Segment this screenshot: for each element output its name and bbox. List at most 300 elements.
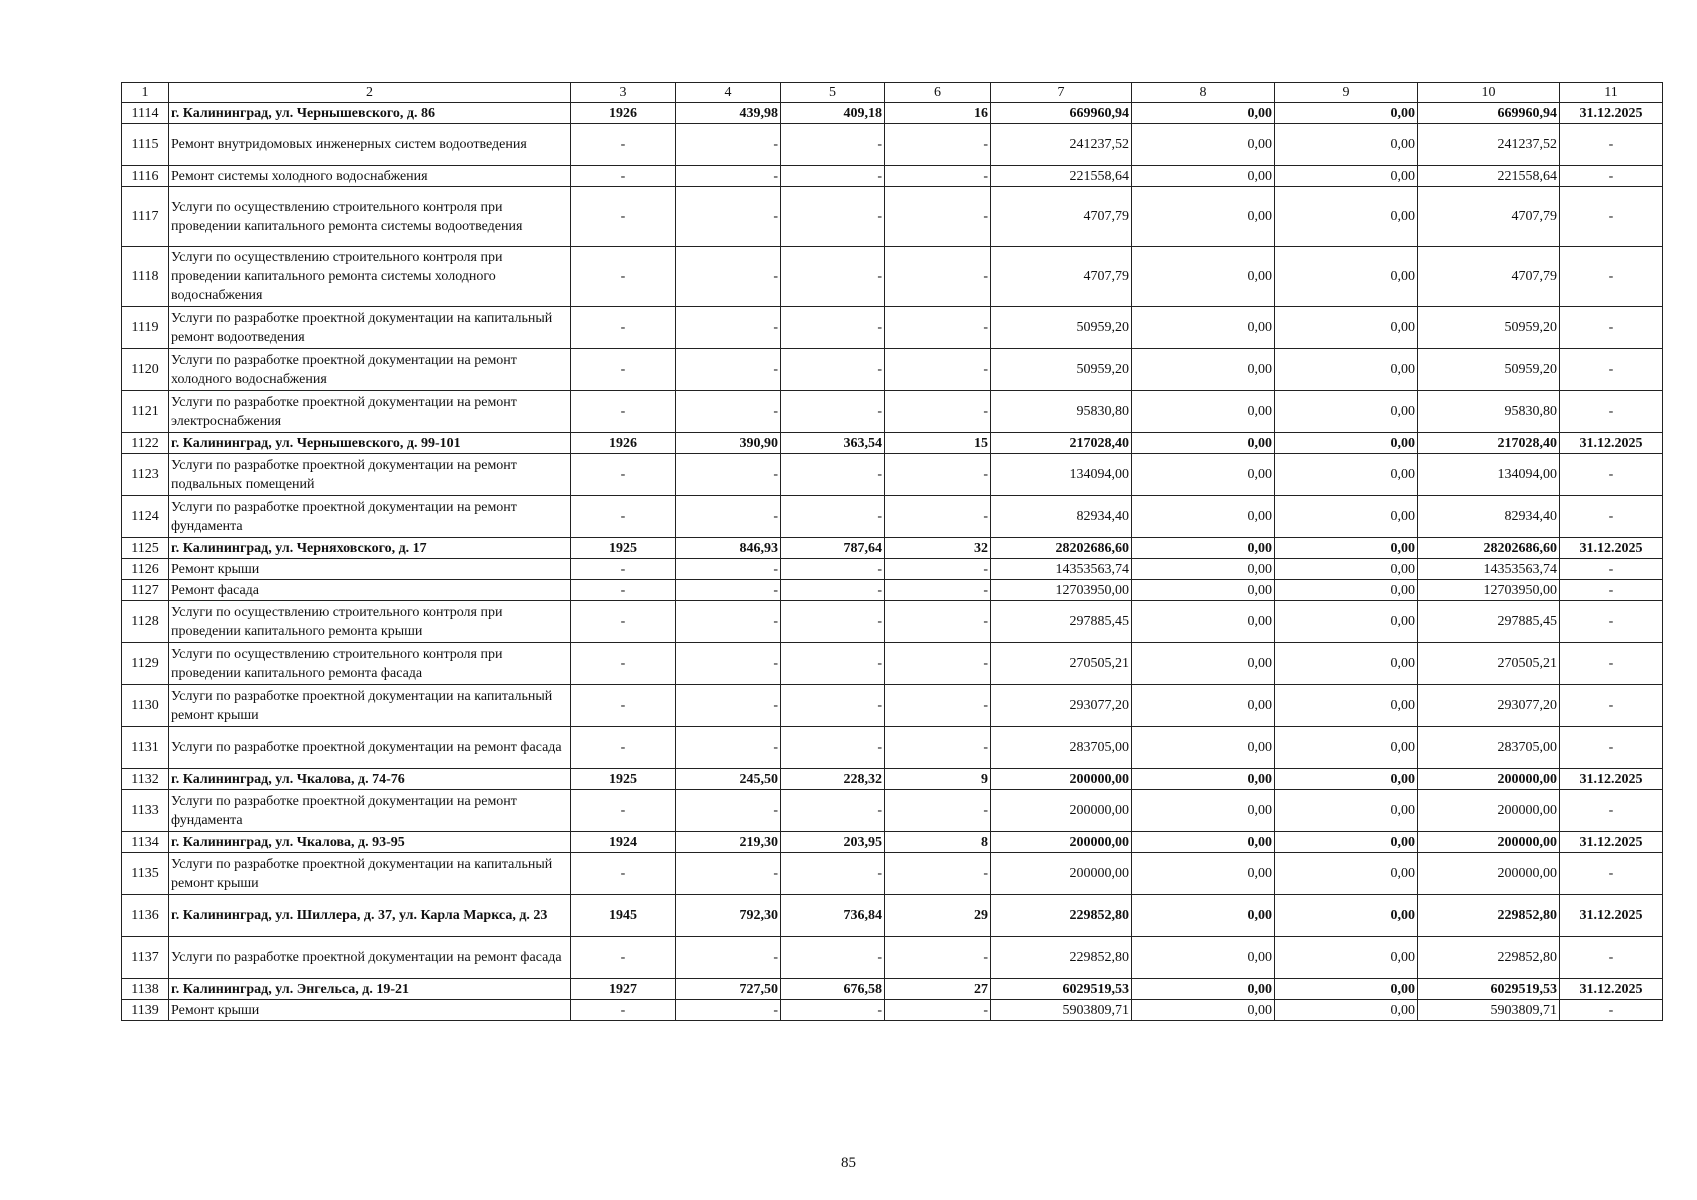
area-total-cell: - xyxy=(676,559,781,580)
area-total-cell: 792,30 xyxy=(676,895,781,937)
area-total-cell: - xyxy=(676,166,781,187)
year-cell: - xyxy=(571,727,676,769)
table-row xyxy=(122,832,1663,853)
cost-total-cell: 4707,79 xyxy=(991,187,1132,247)
cost-col10-cell: 4707,79 xyxy=(1418,187,1560,247)
year-cell: - xyxy=(571,853,676,895)
cost-col8-cell: 0,00 xyxy=(1132,979,1275,1000)
residents-cell: - xyxy=(885,391,991,433)
cost-col10-cell: 297885,45 xyxy=(1418,601,1560,643)
table-row xyxy=(122,643,1663,685)
year-cell: - xyxy=(571,496,676,538)
row-number: 1135 xyxy=(122,853,169,895)
cost-col10-cell: 229852,80 xyxy=(1418,895,1560,937)
cost-col9-cell: 0,00 xyxy=(1275,1000,1418,1021)
residents-cell: - xyxy=(885,166,991,187)
deadline-cell: - xyxy=(1560,349,1663,391)
cost-col8-cell: 0,00 xyxy=(1132,187,1275,247)
cost-total-cell: 241237,52 xyxy=(991,124,1132,166)
table-body xyxy=(122,103,1663,1021)
row-number: 1132 xyxy=(122,769,169,790)
description-cell: Ремонт внутридомовых инженерных систем водоотведения xyxy=(169,124,571,166)
cost-col9-cell: 0,00 xyxy=(1275,166,1418,187)
cost-col9-cell: 0,00 xyxy=(1275,769,1418,790)
description-cell: Ремонт системы холодного водоснабжения xyxy=(169,166,571,187)
residents-cell: - xyxy=(885,790,991,832)
table-row xyxy=(122,166,1663,187)
cost-col9-cell: 0,00 xyxy=(1275,643,1418,685)
row-number: 1118 xyxy=(122,247,169,307)
year-cell: - xyxy=(571,580,676,601)
cost-col9-cell: 0,00 xyxy=(1275,601,1418,643)
cost-col9-cell: 0,00 xyxy=(1275,307,1418,349)
cost-col8-cell: 0,00 xyxy=(1132,538,1275,559)
residents-cell: - xyxy=(885,853,991,895)
cost-col9-cell: 0,00 xyxy=(1275,580,1418,601)
deadline-cell: - xyxy=(1560,643,1663,685)
row-number: 1114 xyxy=(122,103,169,124)
cost-total-cell: 669960,94 xyxy=(991,103,1132,124)
deadline-cell: 31.12.2025 xyxy=(1560,103,1663,124)
cost-col10-cell: 134094,00 xyxy=(1418,454,1560,496)
year-cell: 1925 xyxy=(571,769,676,790)
cost-col8-cell: 0,00 xyxy=(1132,685,1275,727)
description-cell: г. Калининград, ул. Черняховского, д. 17 xyxy=(169,538,571,559)
area-total-cell: - xyxy=(676,247,781,307)
row-number: 1120 xyxy=(122,349,169,391)
cost-total-cell: 293077,20 xyxy=(991,685,1132,727)
year-cell: - xyxy=(571,937,676,979)
row-number: 1116 xyxy=(122,166,169,187)
cost-col10-cell: 82934,40 xyxy=(1418,496,1560,538)
area-total-cell: - xyxy=(676,937,781,979)
cost-total-cell: 200000,00 xyxy=(991,790,1132,832)
residents-cell: 32 xyxy=(885,538,991,559)
area-total-cell: 846,93 xyxy=(676,538,781,559)
year-cell: - xyxy=(571,166,676,187)
cost-col9-cell: 0,00 xyxy=(1275,433,1418,454)
deadline-cell: - xyxy=(1560,307,1663,349)
description-cell: г. Калининград, ул. Чернышевского, д. 86 xyxy=(169,103,571,124)
table-row xyxy=(122,454,1663,496)
area-living-cell: - xyxy=(781,247,885,307)
description-cell: Ремонт крыши xyxy=(169,559,571,580)
description-cell: г. Калининград, ул. Чернышевского, д. 99-101 xyxy=(169,433,571,454)
table-row xyxy=(122,895,1663,937)
cost-col10-cell: 669960,94 xyxy=(1418,103,1560,124)
deadline-cell: - xyxy=(1560,601,1663,643)
residents-cell: - xyxy=(885,727,991,769)
row-number: 1119 xyxy=(122,307,169,349)
cost-col9-cell: 0,00 xyxy=(1275,103,1418,124)
residents-cell: - xyxy=(885,1000,991,1021)
table-row xyxy=(122,790,1663,832)
data-table xyxy=(121,82,1663,1021)
deadline-cell: 31.12.2025 xyxy=(1560,769,1663,790)
area-living-cell: - xyxy=(781,496,885,538)
area-living-cell: - xyxy=(781,643,885,685)
cost-total-cell: 200000,00 xyxy=(991,832,1132,853)
year-cell: - xyxy=(571,1000,676,1021)
table-row xyxy=(122,538,1663,559)
deadline-cell: 31.12.2025 xyxy=(1560,832,1663,853)
area-living-cell: - xyxy=(781,187,885,247)
cost-total-cell: 50959,20 xyxy=(991,349,1132,391)
column-header: 3 xyxy=(571,83,676,103)
row-number: 1122 xyxy=(122,433,169,454)
cost-col8-cell: 0,00 xyxy=(1132,937,1275,979)
row-number: 1138 xyxy=(122,979,169,1000)
area-total-cell: - xyxy=(676,790,781,832)
cost-col9-cell: 0,00 xyxy=(1275,247,1418,307)
table-row xyxy=(122,685,1663,727)
area-living-cell: - xyxy=(781,454,885,496)
cost-col10-cell: 221558,64 xyxy=(1418,166,1560,187)
area-total-cell: 245,50 xyxy=(676,769,781,790)
year-cell: 1927 xyxy=(571,979,676,1000)
description-cell: Услуги по осуществлению строительного контроля при проведении капитального ремонта системы холодного водоснабжения xyxy=(169,247,571,307)
cost-col10-cell: 28202686,60 xyxy=(1418,538,1560,559)
deadline-cell: - xyxy=(1560,937,1663,979)
cost-col8-cell: 0,00 xyxy=(1132,895,1275,937)
cost-col10-cell: 293077,20 xyxy=(1418,685,1560,727)
year-cell: - xyxy=(571,349,676,391)
cost-col9-cell: 0,00 xyxy=(1275,937,1418,979)
cost-col8-cell: 0,00 xyxy=(1132,580,1275,601)
deadline-cell: - xyxy=(1560,187,1663,247)
row-number: 1124 xyxy=(122,496,169,538)
column-header: 9 xyxy=(1275,83,1418,103)
area-living-cell: - xyxy=(781,685,885,727)
area-total-cell: - xyxy=(676,187,781,247)
residents-cell: - xyxy=(885,247,991,307)
deadline-cell: 31.12.2025 xyxy=(1560,538,1663,559)
cost-col10-cell: 217028,40 xyxy=(1418,433,1560,454)
area-total-cell: - xyxy=(676,580,781,601)
residents-cell: - xyxy=(885,124,991,166)
residents-cell: - xyxy=(885,937,991,979)
column-header: 11 xyxy=(1560,83,1663,103)
deadline-cell: - xyxy=(1560,790,1663,832)
cost-col10-cell: 229852,80 xyxy=(1418,937,1560,979)
area-total-cell: - xyxy=(676,601,781,643)
year-cell: - xyxy=(571,247,676,307)
cost-col8-cell: 0,00 xyxy=(1132,832,1275,853)
table-row xyxy=(122,496,1663,538)
year-cell: 1924 xyxy=(571,832,676,853)
residents-cell: 27 xyxy=(885,979,991,1000)
cost-total-cell: 283705,00 xyxy=(991,727,1132,769)
description-cell: Услуги по разработке проектной документации на капитальный ремонт крыши xyxy=(169,685,571,727)
area-total-cell: - xyxy=(676,391,781,433)
description-cell: г. Калининград, ул. Чкалова, д. 93-95 xyxy=(169,832,571,853)
deadline-cell: - xyxy=(1560,1000,1663,1021)
table-row xyxy=(122,103,1663,124)
cost-col9-cell: 0,00 xyxy=(1275,559,1418,580)
cost-col9-cell: 0,00 xyxy=(1275,349,1418,391)
cost-total-cell: 82934,40 xyxy=(991,496,1132,538)
cost-total-cell: 50959,20 xyxy=(991,307,1132,349)
row-number: 1127 xyxy=(122,580,169,601)
description-cell: Услуги по разработке проектной документации на ремонт электроснабжения xyxy=(169,391,571,433)
cost-col8-cell: 0,00 xyxy=(1132,601,1275,643)
description-cell: Ремонт крыши xyxy=(169,1000,571,1021)
area-living-cell: 228,32 xyxy=(781,769,885,790)
deadline-cell: 31.12.2025 xyxy=(1560,979,1663,1000)
year-cell: 1945 xyxy=(571,895,676,937)
year-cell: - xyxy=(571,559,676,580)
table-row xyxy=(122,307,1663,349)
cost-col10-cell: 50959,20 xyxy=(1418,307,1560,349)
cost-total-cell: 14353563,74 xyxy=(991,559,1132,580)
cost-col10-cell: 200000,00 xyxy=(1418,790,1560,832)
row-number: 1134 xyxy=(122,832,169,853)
area-living-cell: - xyxy=(781,391,885,433)
cost-col9-cell: 0,00 xyxy=(1275,496,1418,538)
area-living-cell: - xyxy=(781,559,885,580)
row-number: 1125 xyxy=(122,538,169,559)
cost-total-cell: 5903809,71 xyxy=(991,1000,1132,1021)
column-header: 2 xyxy=(169,83,571,103)
area-living-cell: - xyxy=(781,790,885,832)
row-number: 1133 xyxy=(122,790,169,832)
cost-col9-cell: 0,00 xyxy=(1275,790,1418,832)
cost-col8-cell: 0,00 xyxy=(1132,247,1275,307)
deadline-cell: - xyxy=(1560,496,1663,538)
residents-cell: - xyxy=(885,349,991,391)
table-row xyxy=(122,853,1663,895)
cost-col10-cell: 6029519,53 xyxy=(1418,979,1560,1000)
description-cell: Ремонт фасада xyxy=(169,580,571,601)
cost-col9-cell: 0,00 xyxy=(1275,853,1418,895)
area-living-cell: - xyxy=(781,727,885,769)
cost-col10-cell: 283705,00 xyxy=(1418,727,1560,769)
cost-total-cell: 217028,40 xyxy=(991,433,1132,454)
area-total-cell: - xyxy=(676,853,781,895)
cost-total-cell: 200000,00 xyxy=(991,769,1132,790)
column-header: 6 xyxy=(885,83,991,103)
row-number: 1136 xyxy=(122,895,169,937)
area-living-cell: 676,58 xyxy=(781,979,885,1000)
cost-col10-cell: 5903809,71 xyxy=(1418,1000,1560,1021)
cost-col8-cell: 0,00 xyxy=(1132,124,1275,166)
cost-col8-cell: 0,00 xyxy=(1132,454,1275,496)
cost-col8-cell: 0,00 xyxy=(1132,307,1275,349)
area-living-cell: - xyxy=(781,853,885,895)
description-cell: Услуги по разработке проектной документации на капитальный ремонт крыши xyxy=(169,853,571,895)
year-cell: - xyxy=(571,307,676,349)
residents-cell: - xyxy=(885,580,991,601)
description-cell: г. Калининград, ул. Чкалова, д. 74-76 xyxy=(169,769,571,790)
cost-col8-cell: 0,00 xyxy=(1132,559,1275,580)
cost-total-cell: 12703950,00 xyxy=(991,580,1132,601)
deadline-cell: - xyxy=(1560,454,1663,496)
area-total-cell: 219,30 xyxy=(676,832,781,853)
description-cell: г. Калининград, ул. Энгельса, д. 19-21 xyxy=(169,979,571,1000)
cost-total-cell: 95830,80 xyxy=(991,391,1132,433)
deadline-cell: - xyxy=(1560,391,1663,433)
area-living-cell: 409,18 xyxy=(781,103,885,124)
table-row xyxy=(122,601,1663,643)
cost-col9-cell: 0,00 xyxy=(1275,124,1418,166)
cost-total-cell: 229852,80 xyxy=(991,895,1132,937)
deadline-cell: - xyxy=(1560,559,1663,580)
cost-col8-cell: 0,00 xyxy=(1132,643,1275,685)
year-cell: - xyxy=(571,685,676,727)
year-cell: 1925 xyxy=(571,538,676,559)
cost-col8-cell: 0,00 xyxy=(1132,349,1275,391)
cost-col9-cell: 0,00 xyxy=(1275,832,1418,853)
deadline-cell: 31.12.2025 xyxy=(1560,895,1663,937)
year-cell: - xyxy=(571,601,676,643)
description-cell: Услуги по разработке проектной документации на ремонт подвальных помещений xyxy=(169,454,571,496)
row-number: 1137 xyxy=(122,937,169,979)
description-cell: Услуги по разработке проектной документации на ремонт фасада xyxy=(169,937,571,979)
deadline-cell: 31.12.2025 xyxy=(1560,433,1663,454)
column-header: 8 xyxy=(1132,83,1275,103)
cost-col10-cell: 241237,52 xyxy=(1418,124,1560,166)
cost-col9-cell: 0,00 xyxy=(1275,454,1418,496)
area-living-cell: - xyxy=(781,349,885,391)
row-number: 1139 xyxy=(122,1000,169,1021)
cost-total-cell: 134094,00 xyxy=(991,454,1132,496)
table-row xyxy=(122,580,1663,601)
table-row xyxy=(122,559,1663,580)
residents-cell: - xyxy=(885,454,991,496)
area-total-cell: - xyxy=(676,307,781,349)
row-number: 1128 xyxy=(122,601,169,643)
area-living-cell: - xyxy=(781,307,885,349)
description-cell: Услуги по осуществлению строительного контроля при проведении капитального ремонта фасада xyxy=(169,643,571,685)
column-header: 1 xyxy=(122,83,169,103)
row-number: 1121 xyxy=(122,391,169,433)
residents-cell: 16 xyxy=(885,103,991,124)
column-header: 4 xyxy=(676,83,781,103)
table-row xyxy=(122,979,1663,1000)
area-living-cell: - xyxy=(781,166,885,187)
cost-col8-cell: 0,00 xyxy=(1132,790,1275,832)
cost-col8-cell: 0,00 xyxy=(1132,769,1275,790)
cost-col10-cell: 95830,80 xyxy=(1418,391,1560,433)
deadline-cell: - xyxy=(1560,727,1663,769)
residents-cell: - xyxy=(885,643,991,685)
area-total-cell: 727,50 xyxy=(676,979,781,1000)
year-cell: - xyxy=(571,124,676,166)
table-row xyxy=(122,727,1663,769)
header-row xyxy=(122,83,1663,103)
area-living-cell: - xyxy=(781,937,885,979)
cost-col8-cell: 0,00 xyxy=(1132,496,1275,538)
row-number: 1123 xyxy=(122,454,169,496)
area-total-cell: 390,90 xyxy=(676,433,781,454)
year-cell: - xyxy=(571,187,676,247)
column-header: 7 xyxy=(991,83,1132,103)
cost-total-cell: 270505,21 xyxy=(991,643,1132,685)
residents-cell: - xyxy=(885,307,991,349)
cost-col10-cell: 270505,21 xyxy=(1418,643,1560,685)
table-row xyxy=(122,349,1663,391)
cost-col10-cell: 200000,00 xyxy=(1418,853,1560,895)
year-cell: - xyxy=(571,643,676,685)
residents-cell: 29 xyxy=(885,895,991,937)
cost-col9-cell: 0,00 xyxy=(1275,685,1418,727)
row-number: 1126 xyxy=(122,559,169,580)
deadline-cell: - xyxy=(1560,247,1663,307)
table-row xyxy=(122,187,1663,247)
area-living-cell: 736,84 xyxy=(781,895,885,937)
table-row xyxy=(122,769,1663,790)
cost-col8-cell: 0,00 xyxy=(1132,727,1275,769)
cost-col8-cell: 0,00 xyxy=(1132,853,1275,895)
area-living-cell: - xyxy=(781,601,885,643)
area-total-cell: - xyxy=(676,685,781,727)
description-cell: Услуги по разработке проектной документации на ремонт фундамента xyxy=(169,496,571,538)
table-row xyxy=(122,391,1663,433)
row-number: 1131 xyxy=(122,727,169,769)
deadline-cell: - xyxy=(1560,166,1663,187)
residents-cell: 15 xyxy=(885,433,991,454)
residents-cell: - xyxy=(885,601,991,643)
cost-col8-cell: 0,00 xyxy=(1132,103,1275,124)
table-row xyxy=(122,124,1663,166)
table-row xyxy=(122,247,1663,307)
year-cell: - xyxy=(571,454,676,496)
area-total-cell: - xyxy=(676,454,781,496)
deadline-cell: - xyxy=(1560,685,1663,727)
cost-col10-cell: 50959,20 xyxy=(1418,349,1560,391)
area-total-cell: - xyxy=(676,727,781,769)
cost-col9-cell: 0,00 xyxy=(1275,895,1418,937)
cost-total-cell: 200000,00 xyxy=(991,853,1132,895)
cost-col10-cell: 14353563,74 xyxy=(1418,559,1560,580)
row-number: 1117 xyxy=(122,187,169,247)
area-total-cell: - xyxy=(676,496,781,538)
cost-col9-cell: 0,00 xyxy=(1275,538,1418,559)
cost-col9-cell: 0,00 xyxy=(1275,979,1418,1000)
deadline-cell: - xyxy=(1560,853,1663,895)
column-header: 5 xyxy=(781,83,885,103)
residents-cell: 8 xyxy=(885,832,991,853)
residents-cell: - xyxy=(885,559,991,580)
row-number: 1130 xyxy=(122,685,169,727)
cost-col10-cell: 200000,00 xyxy=(1418,769,1560,790)
residents-cell: - xyxy=(885,496,991,538)
description-cell: Услуги по разработке проектной документации на ремонт холодного водоснабжения xyxy=(169,349,571,391)
cost-col8-cell: 0,00 xyxy=(1132,1000,1275,1021)
description-cell: Услуги по осуществлению строительного контроля при проведении капитального ремонта крыши xyxy=(169,601,571,643)
table-row xyxy=(122,433,1663,454)
year-cell: - xyxy=(571,790,676,832)
year-cell: 1926 xyxy=(571,433,676,454)
table-row xyxy=(122,1000,1663,1021)
area-living-cell: - xyxy=(781,580,885,601)
residents-cell: - xyxy=(885,187,991,247)
year-cell: 1926 xyxy=(571,103,676,124)
area-total-cell: - xyxy=(676,643,781,685)
cost-total-cell: 28202686,60 xyxy=(991,538,1132,559)
area-living-cell: 363,54 xyxy=(781,433,885,454)
deadline-cell: - xyxy=(1560,124,1663,166)
area-total-cell: 439,98 xyxy=(676,103,781,124)
cost-col10-cell: 12703950,00 xyxy=(1418,580,1560,601)
description-cell: Услуги по разработке проектной документации на ремонт фасада xyxy=(169,727,571,769)
page-number: 85 xyxy=(841,1155,856,1171)
cost-total-cell: 4707,79 xyxy=(991,247,1132,307)
description-cell: Услуги по разработке проектной документации на ремонт фундамента xyxy=(169,790,571,832)
residents-cell: - xyxy=(885,685,991,727)
description-cell: Услуги по осуществлению строительного контроля при проведении капитального ремонта системы водоотведения xyxy=(169,187,571,247)
description-cell: Услуги по разработке проектной документации на капитальный ремонт водоотведения xyxy=(169,307,571,349)
